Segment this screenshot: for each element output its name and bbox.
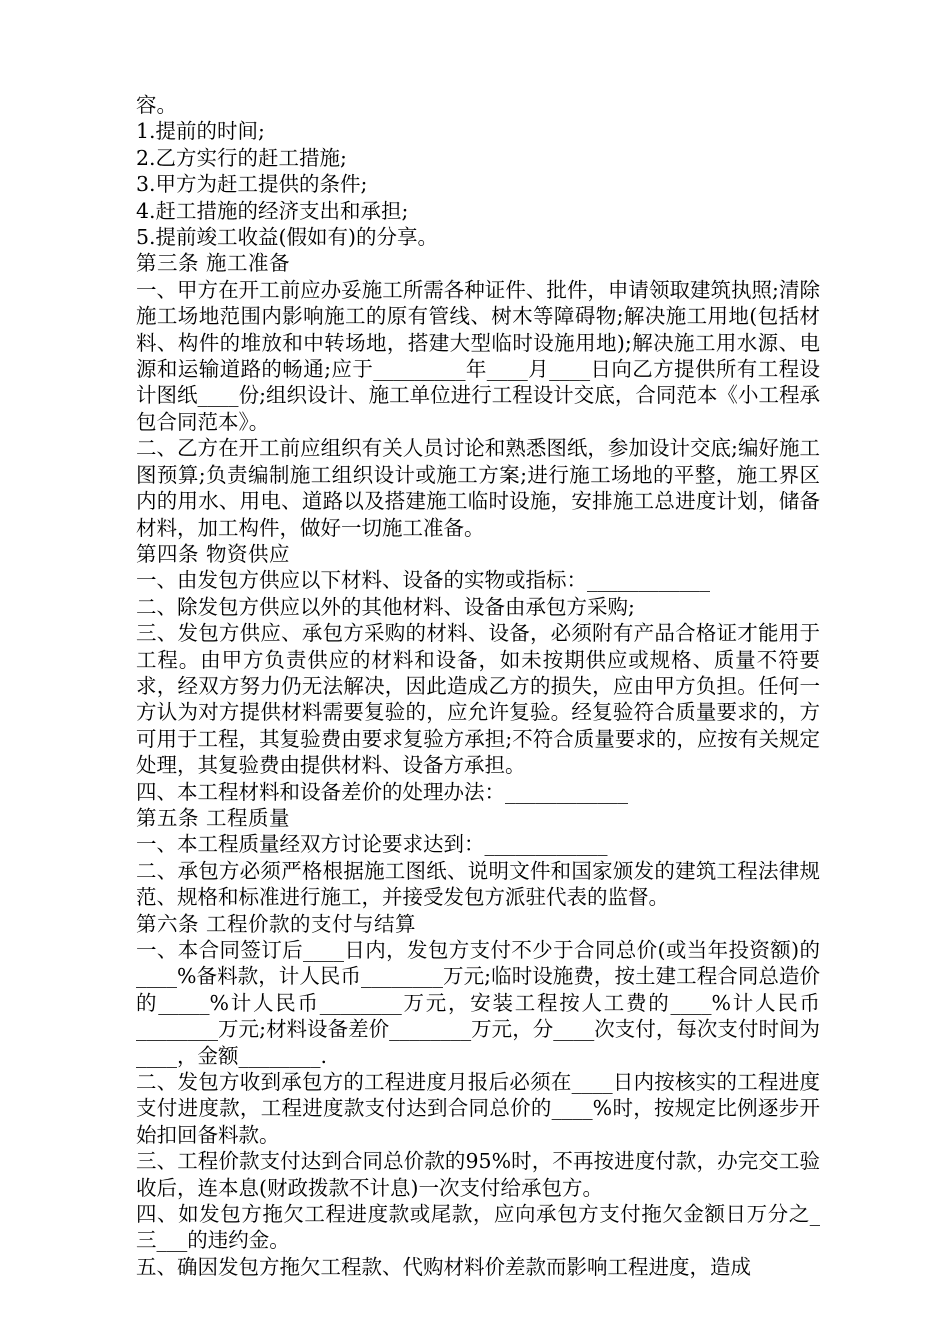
list-item-advance-time: 1.提前的时间; xyxy=(136,119,265,144)
article-6-heading: 第六条 工程价款的支付与结算 xyxy=(136,911,417,936)
article-3-clause-1: 一、甲方在开工前应办妥施工所需各种证件、批件，申请领取建筑执照;清除施工场地范围内影响施工的原有管线、树木等障碍物;解决施工用地(包括材料、构件的堆放和中转场地，搭建大型临时设施用地);解决施工用水源、电源和运输道路的畅通;应于_________年____月____日向乙方提供所有工程设计图纸____份;组织设计、施工单位进行工程设计交底，合同范本《小工程承包合同范本》。 xyxy=(136,277,820,434)
article-4-clause-3: 三、发包方供应、承包方采购的材料、设备，必须附有产品合格证才能用于工程。由甲方负责供应的材料和设备，如未按期供应或规格、质量不符要求，经双方努力仍无法解决，因此造成乙方的损失，应由甲方负担。任何一方认为对方提供材料需要复验的，应允许复验。经复验符合质量要求的，方可用于工程，其复验费由要求复验方承担;不符合质量要求的，应按有关规定处理，其复验费由提供材料、设备方承担。 xyxy=(136,621,820,778)
article-6-clause-1: 一、本合同签订后____日内，发包方支付不少于合同总价(或当年投资额)的____%备料款，计人民币________万元;临时设施费，按土建工程合同总造价的_____%计人民币________万元，安装工程按人工费的____%计人民币________万元;材料设备差价________万元，分____次支付，每次支付时间为____，金额________. xyxy=(136,938,820,1068)
article-4-clause-1: 一、由发包方供应以下材料、设备的实物或指标：____________ xyxy=(136,568,710,593)
article-6-clause-2: 二、发包方收到承包方的工程进度月报后必须在____日内按核实的工程进度支付进度款，工程进度款支付达到合同总价的____%时，按规定比例逐步开始扣回备料款。 xyxy=(136,1070,820,1147)
article-4-heading: 第四条 物资供应 xyxy=(136,541,291,566)
article-6-clause-5: 五、确因发包方拖欠工程款、代购材料价差款而影响工程进度，造成 xyxy=(136,1254,751,1279)
list-item-early-completion-benefit: 5.提前竣工收益(假如有)的分享。 xyxy=(136,225,439,250)
article-6-clause-3: 三、工程价款支付达到合同总价款的95%时，不再按进度付款，办完交工验收后，连本息(财政拨款不计息)一次支付给承包方。 xyxy=(136,1149,820,1200)
list-item-rush-costs: 4.赶工措施的经济支出和承担; xyxy=(136,198,409,223)
list-item-rush-measures: 2.乙方实行的赶工措施; xyxy=(136,145,347,170)
article-4-clause-2: 二、除发包方供应以外的其他材料、设备由承包方采购; xyxy=(136,594,635,619)
article-6-clause-4: 四、如发包方拖欠工程进度款或尾款，应向承包方支付拖欠金额日万分之_三___的违约金。 xyxy=(136,1202,820,1253)
document-body xyxy=(136,92,820,1280)
list-item-rush-conditions: 3.甲方为赶工提供的条件; xyxy=(136,172,368,197)
article-3-clause-2: 二、乙方在开工前应组织有关人员讨论和熟悉图纸，参加设计交底;编好施工图预算;负责编制施工组织设计或施工方案;进行施工场地的平整，施工界区内的用水、用电、道路以及搭建施工临时设施，安排施工总进度计划，储备材料，加工构件，做好一切施工准备。 xyxy=(136,436,820,540)
article-5-clause-2: 二、承包方必须严格根据施工图纸、说明文件和国家颁发的建筑工程法律规范、规格和标准进行施工，并接受发包方派驻代表的监督。 xyxy=(136,858,820,910)
article-4-clause-4: 四、本工程材料和设备差价的处理办法：____________ xyxy=(136,779,628,804)
article-5-clause-1: 一、本工程质量经双方讨论要求达到：____________ xyxy=(136,832,608,857)
article-5-heading: 第五条 工程质量 xyxy=(136,805,291,830)
paragraph-continuation: 容。 xyxy=(136,93,177,117)
article-3-heading: 第三条 施工准备 xyxy=(136,251,291,276)
